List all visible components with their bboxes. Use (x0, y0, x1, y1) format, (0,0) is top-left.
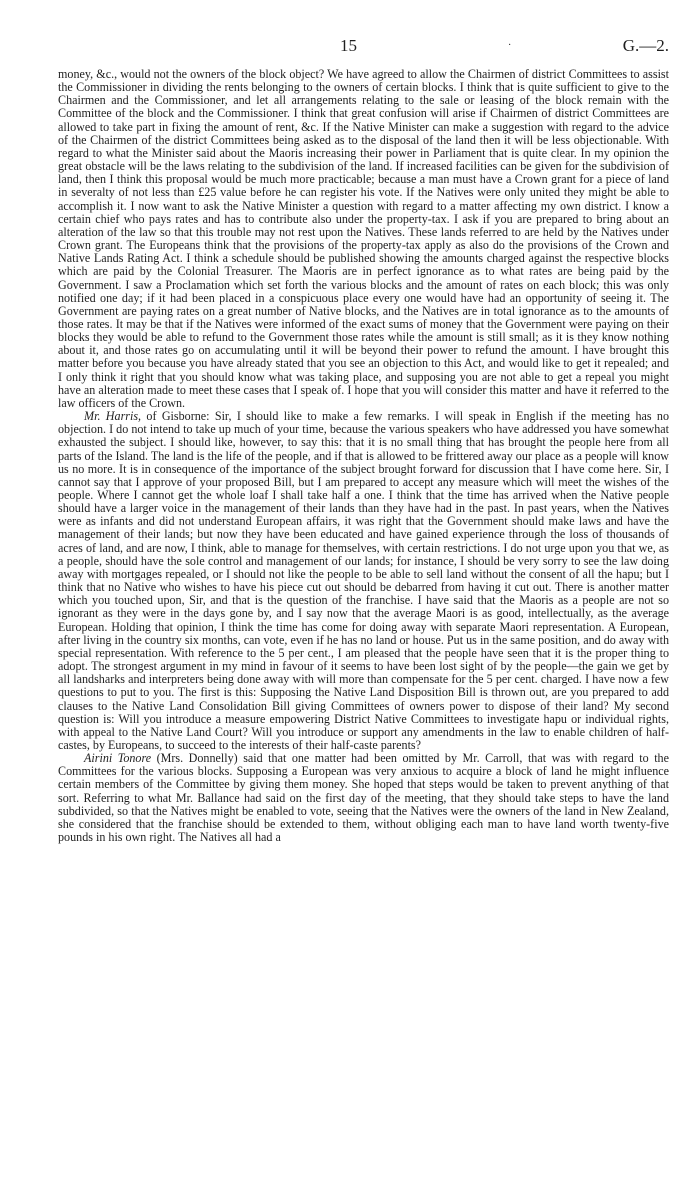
paragraph-2 (58, 410, 669, 752)
paragraph-1 (58, 68, 669, 410)
paragraph-1-text: money, &c., would not the owners of the block object? We have agreed to allow the Chairmen of district Committees to assist the Commissioner in dividing the rents belonging to the owners of certain blocks. I think that is quite sufficient to give to the Chairmen and the Commissioner, and let all arrangements relating to the sale or leasing of the block remain with the Committee of the block and the Commissioner. I think that great confusion will arise if Chairmen of district Committees are allowed to take part in fixing the amount of rent, &c. If the Native Minister can make a suggestion with regard to the advice of the Chairmen of the district Committees being asked as to the disposal of the land then it will be less objectionable. With regard to what the Minister said about the Maoris increasing their power in Parliament that is quite clear. In my opinion the great obstacle will be the laws relating to the subdivision of the land. If increased facilities can be given for the subdivision of land, then I think this proposal would be much more practicable; because a man must have a Crown grant for a piece of land in severalty of not less than £25 value before he can register his vote. If the Natives were only united they might be able to accomplish it. I now want to ask the Native Minister a question with regard to a matter affecting my own district. I know a certain chief who pays rates and has to contribute also under the property-tax. I ask if you are prepared to bring about an alteration of the law so that this trouble may not rest upon the Natives. These lands referred to are held by the Natives under Crown grant. The Europeans think that the provisions of the property-tax apply as also do the provisions of the Crown and Native Lands Rating Act. I think a schedule should be published showing the amounts charged against the respective blocks which are paid by the Colonial Treasurer. The Maoris are in perfect ignorance as to what rates are being paid by the Government. I saw a Proclamation which set forth the various blocks and the amount of rates on each block; this was only notified one day; if it had been placed in a conspicuous place every one would have had an opportunity of seeing it. The Government are paying rates on a great number of Native blocks, and the Natives are in total ignorance as to the amounts of those rates. It may be that if the Natives were informed of the exact sums of money that the Government were paying on their blocks they would be able to refund to the Government those rates while the amount is still small; as it is they know nothing about it, and those rates go on accumulating until it will be beyond their power to refund the amount. I have brought this matter before you because you have already stated that you see an objection to this Act, and would like to get it repealed; and I only think it right that you should know what was taking place, and supposing you are not able to get a repeal you might have an alteration made to meet these cases that I speak of. I hope that you will consider this matter and have it referred to the law officers of the Crown. (58, 67, 669, 410)
paragraph-3-text: (Mrs. Donnelly) said that one matter had been omitted by Mr. Carroll, that was with regard to the Committees for the various blocks. Supposing a European was very anxious to acquire a block of land he might influence certain members of the Committee by giving them money. She hoped that steps would be taken to prevent anything of that sort. Referring to what Mr. Ballance had said on the first day of the meeting, that they should take steps to have the land subdivided, so that the Natives might be enabled to vote, seeing that the Natives were the owners of the land in New Zealand, she considered that the franchise should be extended to them, without obliging each man to have land worth twenty-five pounds in his own right. The Natives all had a (58, 751, 669, 845)
paragraph-3 (58, 752, 669, 844)
paragraph-2-text: of Gisborne: Sir, I should like to make a few remarks. I will speak in English if the meeting has no objection. I do not intend to take up much of your time, because the various speakers who have addressed you have somewhat exhausted the subject. I should like, however, to say this: that it is no small thing that has brought the people here from all parts of the Island. The land is the life of the people, and if that is allowed to be frittered away our place as a people will know us no more. It is in consequence of the importance of the subject brought forward for discussion that I have come here. Sir, I cannot say that I approve of your proposed Bill, but I am prepared to accept any measure which will meet the wishes of the people. Where I cannot get the whole loaf I shall take half a one. I think that the time has arrived when the Native people should have a larger voice in the management of their lands than they have had in the past. In past years, when the Natives were as infants and did not understand European affairs, it was right that the Government should make laws and have the management of their lands; but now they have been educated and have gained experience through the loss of thousands of acres of land, and are now, I think, able to manage for themselves, with certain restrictions. I do not urge upon you that we, as a people, should have the sole control and management of our lands; for instance, I should be very sorry to see the law doing away with mortgages repealed, or I should not like the people to be able to sell land without the consent of all the hapu; but I think that no Native who wishes to have his piece cut out should be debarred from having it cut out. There is another matter which you touched upon, Sir, and that is the question of the franchise. I have said that the Maoris as a people are not so ignorant as they were in the days gone by, and I say now that the average Maori is as good, intellectually, as the average European. Holding that opinion, I think the time has come for doing away with separate Maori representation. A European, after living in the country six months, can vote, even if he has no land or house. Put us in the same position, and do away with special representation. With reference to the 5 per cent., I am pleased that the people have seen that it is the proper thing to adopt. The strongest argument in my mind in favour of it seems to have been lost sight of by the people—the gain we get by all landsharks and interpreters being done away with will more than compensate for the 5 per cent. charged. I have now a few questions to put to you. The first is this: Supposing the Native Land Disposition Bill is thrown out, are you prepared to add clauses to the Native Land Consolidation Bill giving Committees of owners power to dispose of their land? My second question is: Will you introduce a measure empowering District Native Committees to investigate hapu or individual rights, with appeal to the Native Land Court? Will you introduce or support any amendments in the law to enable children of half-castes, by Europeans, to succeed to the interests of their half-caste parents? (58, 409, 669, 752)
body-text (58, 68, 669, 844)
page-header (58, 36, 669, 68)
series-number: G.—2. (622, 36, 669, 55)
page-number: 15 (340, 36, 357, 55)
speaker-harris: Mr. Harris, (84, 409, 142, 424)
header-dot: · (508, 40, 512, 51)
speaker-airini-tonore: Airini Tonore (84, 751, 152, 766)
